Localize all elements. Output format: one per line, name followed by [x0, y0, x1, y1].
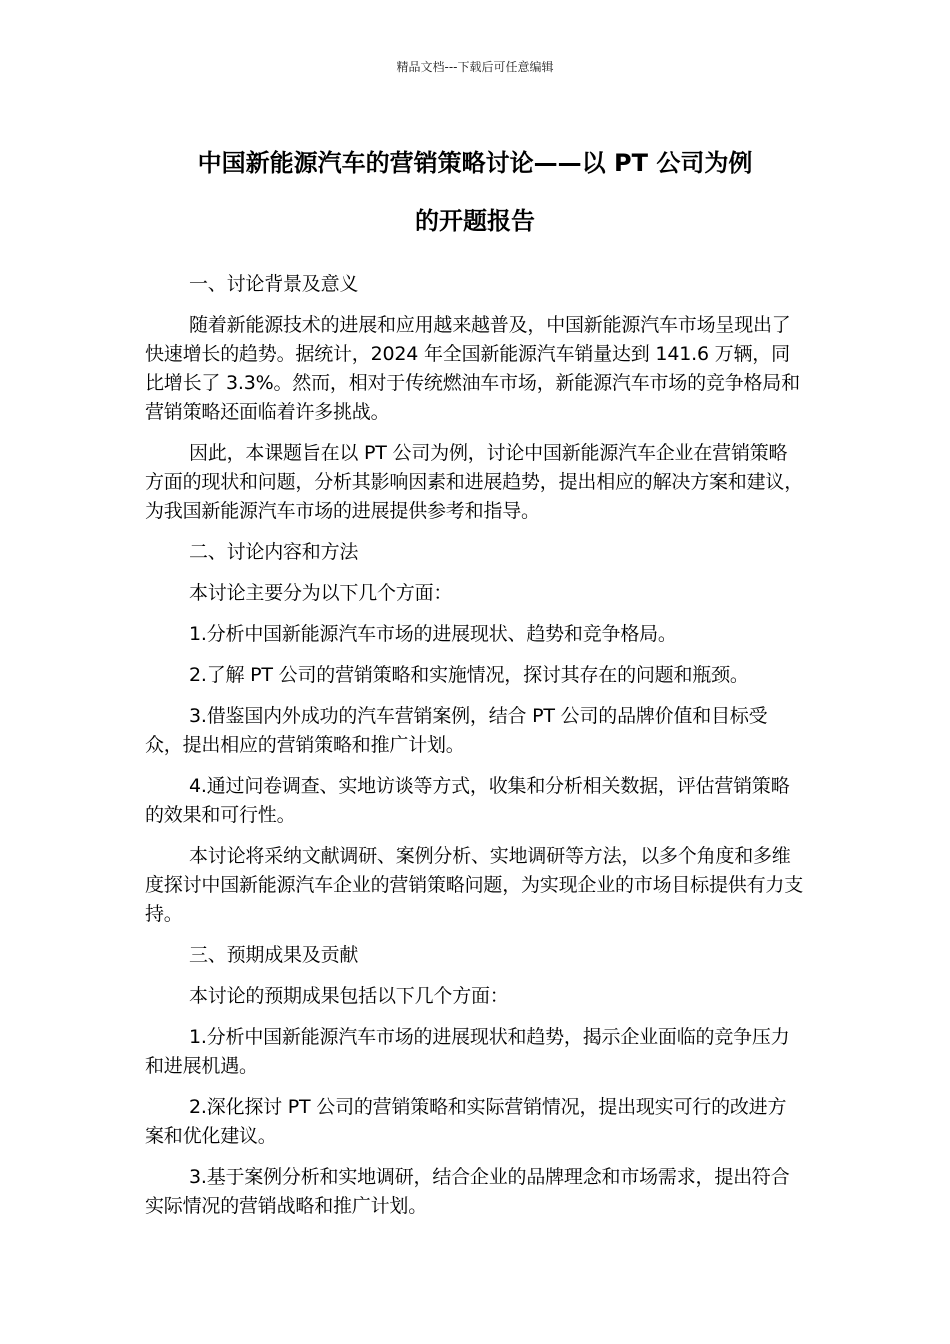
paragraph: 本讨论的预期成果包括以下几个方面：	[189, 985, 509, 1007]
section-heading-1: 一、讨论背景及意义	[189, 273, 359, 295]
document-body	[145, 270, 805, 1233]
section-heading-2: 二、讨论内容和方法	[189, 541, 359, 563]
list-item: 2.深化探讨 PT 公司的营销策略和实际营销情况，提出现实可行的改进方案和优化建议。	[145, 1096, 787, 1147]
paragraph: 因此，本课题旨在以 PT 公司为例，讨论中国新能源汽车企业在营销策略方面的现状和问题，分析其影响因素和进展趋势，提出相应的解决方案和建议，为我国新能源汽车市场的进展提供参考和指导。	[145, 442, 804, 522]
list-item: 1.分析中国新能源汽车市场的进展现状、趋势和竞争格局。	[189, 623, 677, 645]
list-item: 2.了解 PT 公司的营销策略和实施情况，探讨其存在的问题和瓶颈。	[189, 664, 749, 686]
page-header: 精品文档---下载后可任意编辑	[396, 60, 554, 74]
list-item: 1.分析中国新能源汽车市场的进展现状和趋势，揭示企业面临的竞争压力和进展机遇。	[145, 1026, 790, 1077]
title-line-1: 中国新能源汽车的营销策略讨论——以 PT 公司为例	[197, 149, 753, 177]
document-title	[145, 134, 805, 250]
paragraph: 本讨论主要分为以下几个方面：	[189, 582, 453, 604]
list-item: 3.基于案例分析和实地调研，结合企业的品牌理念和市场需求，提出符合实际情况的营销战略和推广计划。	[145, 1166, 790, 1217]
section-heading-3: 三、预期成果及贡献	[189, 944, 359, 966]
paragraph: 本讨论将采纳文献调研、案例分析、实地调研等方法，以多个角度和多维度探讨中国新能源汽车企业的营销策略问题，为实现企业的市场目标提供有力支持。	[145, 845, 804, 925]
paragraph: 随着新能源技术的进展和应用越来越普及，中国新能源汽车市场呈现出了快速增长的趋势。据统计，2024 年全国新能源汽车销量达到 141.6 万辆，同比增长了 3.3%。然而，相对于传统燃油车市场，新能源汽车市场的竞争格局和营销策略还面临着许多挑战。	[145, 314, 800, 423]
list-item: 4.通过问卷调查、实地访谈等方式，收集和分析相关数据，评估营销策略的效果和可行性。	[145, 775, 790, 826]
title-line-2: 的开题报告	[415, 207, 535, 235]
list-item: 3.借鉴国内外成功的汽车营销案例，结合 PT 公司的品牌价值和目标受众，提出相应的营销策略和推广计划。	[145, 705, 768, 756]
